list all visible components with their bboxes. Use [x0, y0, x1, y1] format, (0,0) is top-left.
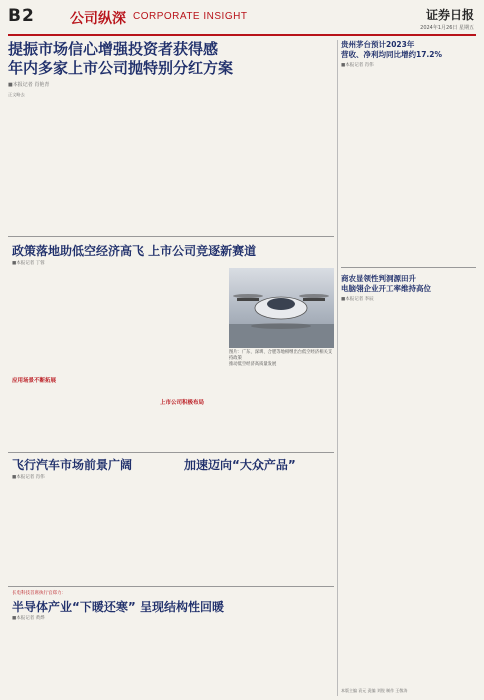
body-column-1	[8, 482, 85, 582]
sidebar-divider	[341, 267, 476, 268]
body-column-1	[8, 268, 76, 448]
lead-byline: ■本报记者 肖艳青	[8, 82, 50, 88]
photo-caption-line2: 推动低空经济高质量发展	[229, 362, 277, 367]
body-column-2	[91, 482, 168, 582]
body-column-3	[174, 622, 251, 696]
lead-article-body	[8, 92, 334, 232]
body-column-2	[82, 268, 150, 448]
page-footer: 本版主编 袁元 责编 刘锐 制作 王敬涛	[341, 688, 408, 693]
flying-car-photo	[229, 268, 334, 348]
sidebar-byline: ■本报记者 肖伟	[341, 63, 374, 68]
article2-title: 政策落地助低空经济高飞 上市公司竞逐新赛道	[12, 244, 257, 258]
divider	[8, 586, 334, 587]
header-rule	[8, 34, 476, 36]
article4-byline: ■本报记者 黄烨	[12, 616, 45, 621]
article4-body	[8, 622, 334, 696]
body-column-1: 正文略去	[8, 92, 25, 97]
divider	[8, 452, 334, 453]
body-column-2	[91, 622, 168, 696]
article2-byline: ■本报记者 丁蓉	[12, 261, 45, 266]
page-number: B2	[8, 6, 35, 26]
article3-body	[8, 482, 334, 582]
body-column-3	[174, 482, 251, 582]
lead-title-line1: 提振市场信心增强投资者获得感	[8, 40, 219, 58]
photo-caption	[229, 350, 334, 368]
body-column-4	[257, 92, 334, 232]
sidebar	[341, 40, 476, 696]
article3-title-left: 飞行汽车市场前景广阔	[12, 458, 133, 472]
sidebar-title-line1: 贵州茅台预计2023年	[341, 40, 415, 49]
sidebar2-body	[341, 305, 476, 665]
article4-kicker: 长电科技首席执行官郑力：	[12, 591, 66, 596]
body-column-1	[8, 622, 85, 696]
section-title-en: CORPORATE INSIGHT	[133, 11, 248, 22]
divider	[8, 236, 334, 237]
lead-title-line2: 年内多家上市公司抛特别分红方案	[8, 59, 234, 77]
sidebar2-title-line2: 电脑翎企业开工率维持高位	[341, 284, 431, 293]
sidebar2-title-line1: 商农显领性判洞源田升	[341, 274, 416, 283]
sidebar2-byline: ■本报记者 李辰	[341, 297, 374, 302]
newspaper-masthead: 证券日报	[425, 8, 474, 22]
page-header	[8, 4, 476, 34]
section-title: 公司纵深	[70, 11, 126, 27]
column-divider	[337, 40, 338, 696]
flying-car-illustration	[229, 268, 334, 348]
sidebar-body	[341, 71, 476, 261]
article3-title-right: 加速迈向“大众产品”	[184, 458, 296, 472]
lead-article-header	[8, 40, 334, 88]
body-column-3	[156, 268, 224, 448]
article2-body	[8, 268, 224, 448]
photo-caption-line1: 图片：广东、深圳、合肥等地相继出台低空经济相关支持政策	[229, 350, 333, 361]
article3-byline: ■本报记者 肖伟	[12, 475, 45, 480]
sidebar-title-line2: 营收、净利均同比增约17.2%	[341, 50, 443, 59]
subhead-upper: 上市公司积极布局	[160, 400, 205, 406]
body-column-2	[91, 92, 168, 232]
body-column-3	[174, 92, 251, 232]
subhead-mid: 应用场景不断拓展	[12, 378, 57, 384]
body-column-4	[257, 482, 334, 582]
issue-date: 2024年1月26日 星期五	[420, 25, 474, 31]
article4-title: 半导体产业“下暖还寒” 呈现结构性回暖	[12, 600, 224, 614]
body-column-4	[257, 622, 334, 696]
